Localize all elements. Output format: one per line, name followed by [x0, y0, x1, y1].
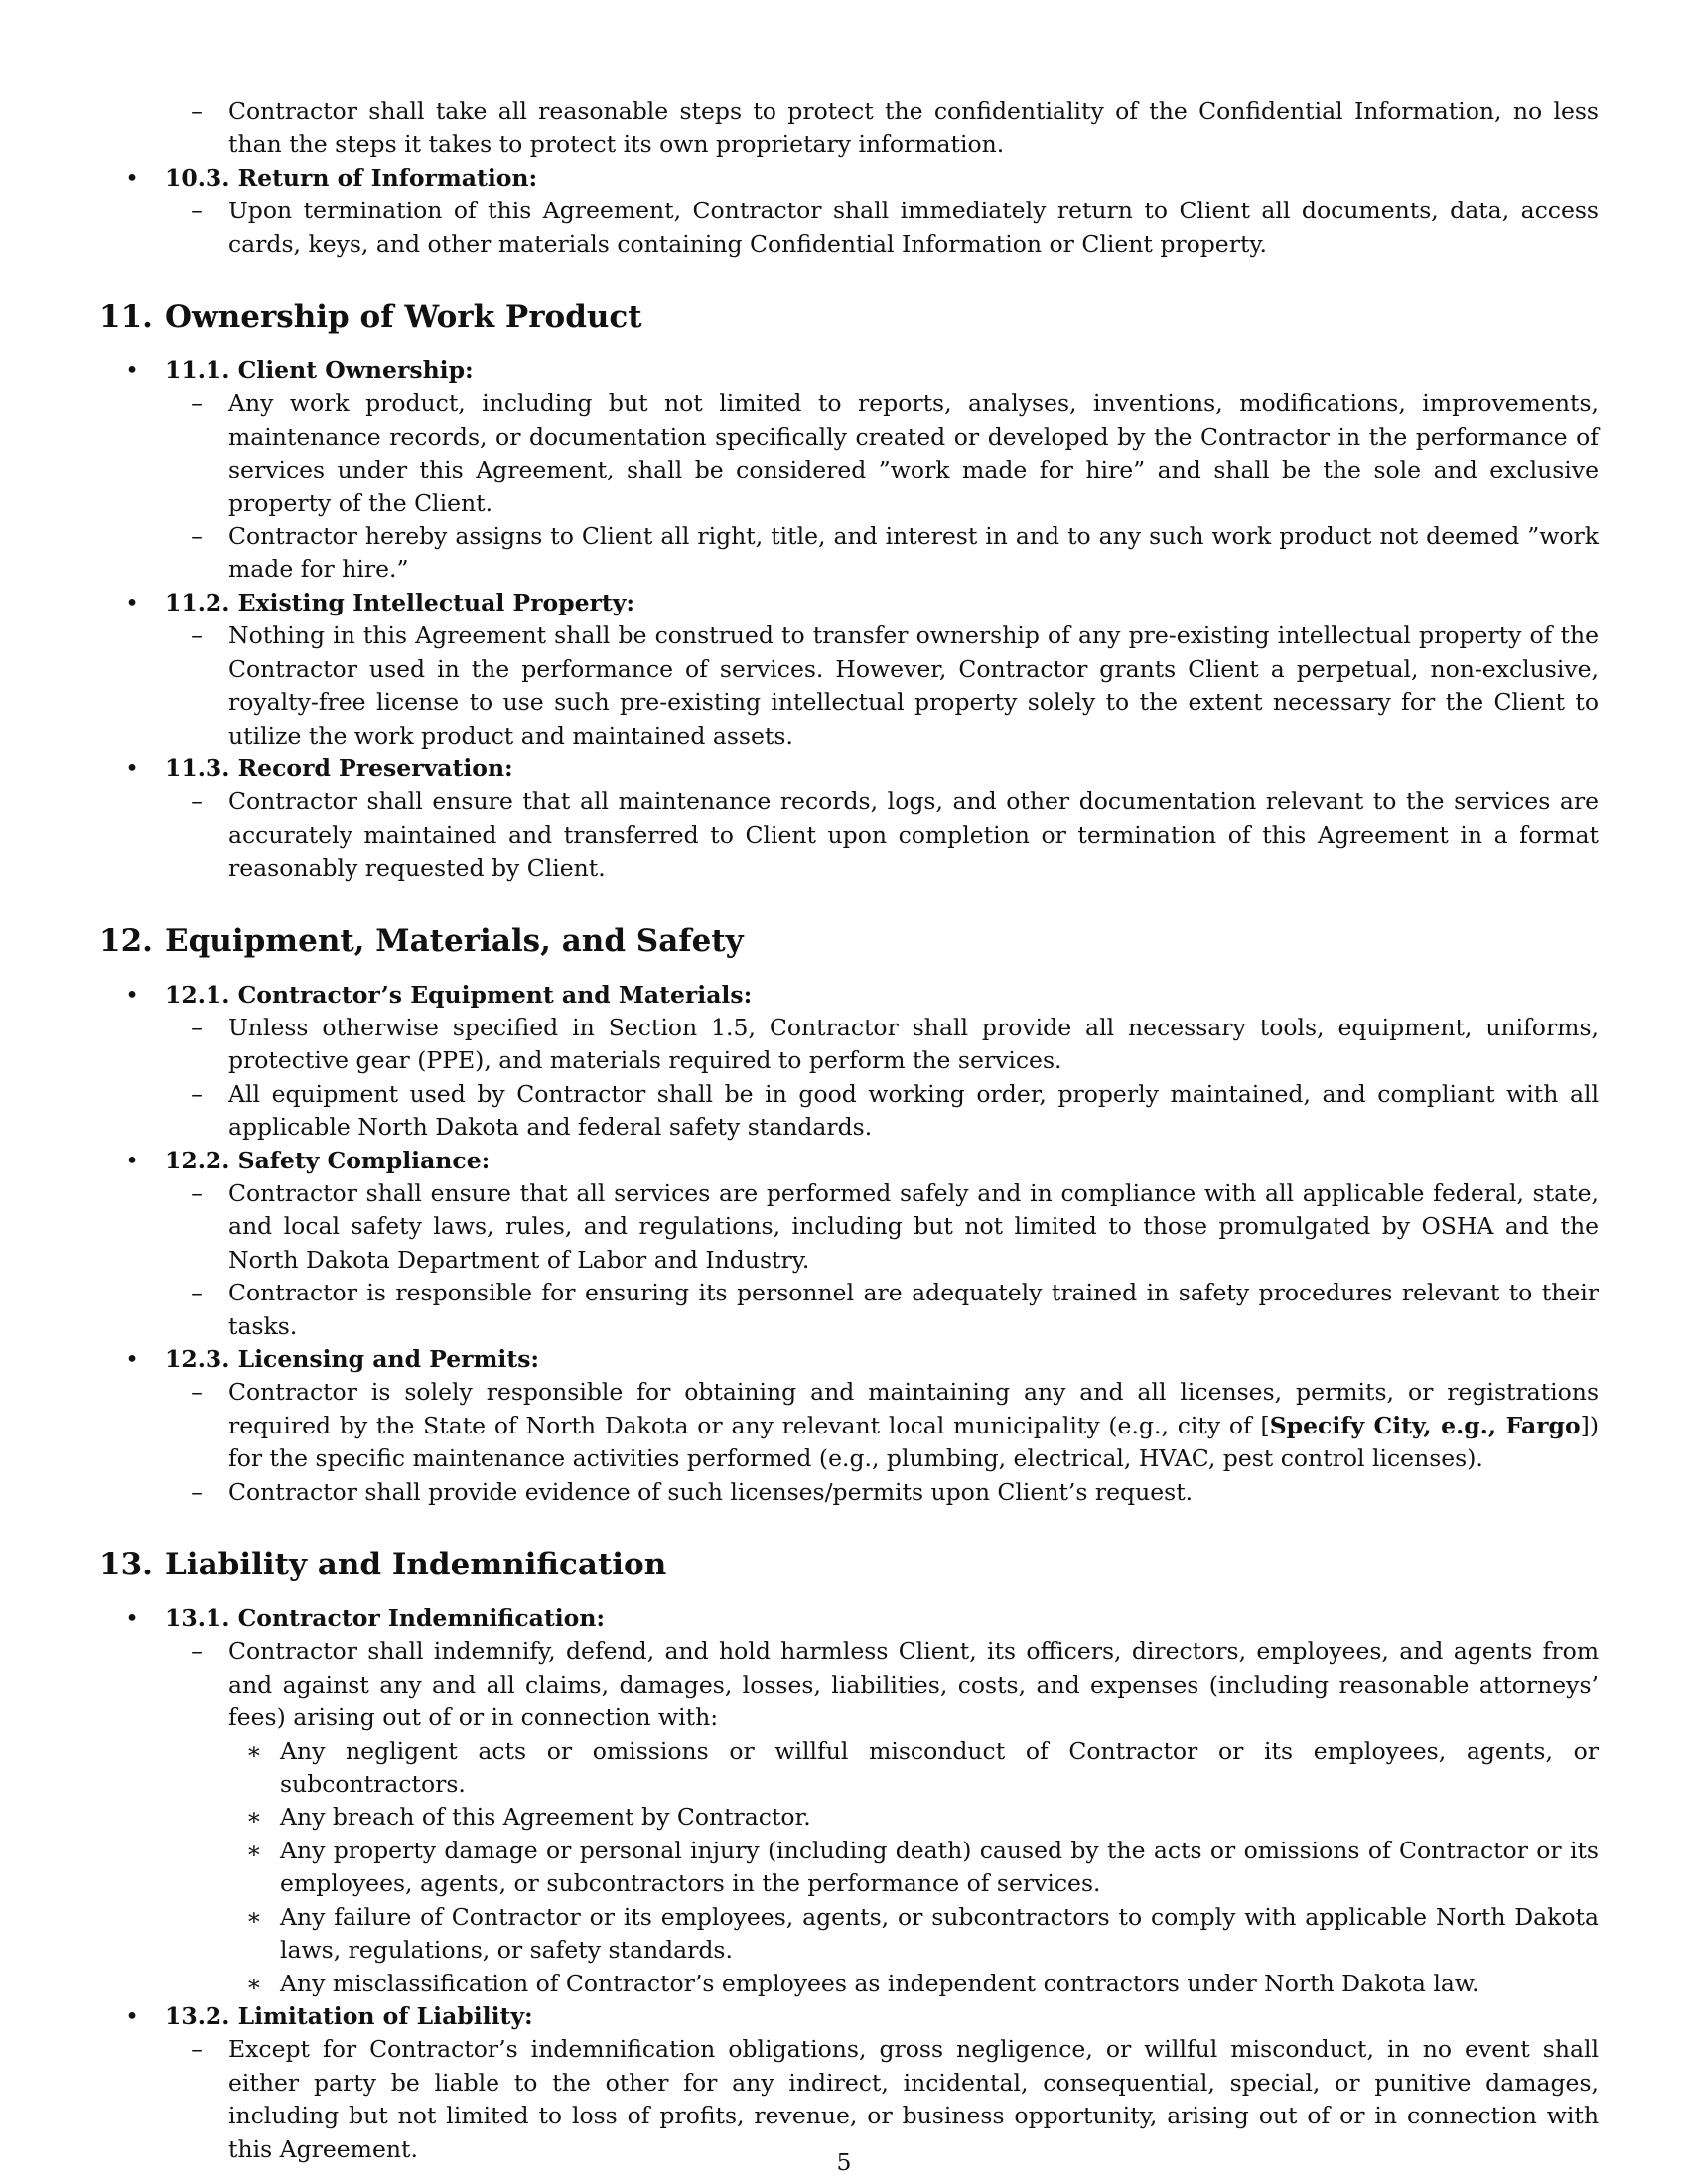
bullet: •	[125, 588, 139, 616]
subsection-11-2	[99, 587, 1599, 619]
list-item	[99, 1078, 1599, 1145]
dash-bullet: –	[191, 1637, 203, 1666]
asterisk-bullet: ∗	[246, 1803, 262, 1832]
list-item	[99, 1177, 1599, 1277]
list-item	[99, 1277, 1599, 1343]
list-item	[99, 1376, 1599, 1475]
list-item-text: Contractor shall take all reasonable steps to protect the confidentiality of the Confidential Information, no less than the steps it takes to protect its own proprietary information.	[228, 97, 1599, 159]
list-item-text: Except for Contractor’s indemnification obligations, gross negligence, or willful misconduct, in no event shall either party be liable to the other for any indirect, incidental, consequential, special, or punitive damages, including but not limited to loss of profits, revenue, or business opportunity, arising out of or in connection with this Agreement.	[228, 2035, 1599, 2163]
subsection-title: 12.1. Contractor’s Equipment and Materials:	[165, 980, 753, 1009]
section-title: Ownership of Work Product	[165, 299, 642, 336]
list-item	[99, 1635, 1599, 1734]
placeholder-city: Specify City, e.g., Fargo	[1269, 1411, 1581, 1439]
list-item	[99, 785, 1599, 885]
asterisk-bullet: ∗	[246, 1902, 262, 1931]
subsection-title: 11.1. Client Ownership:	[165, 356, 474, 385]
list-item	[99, 387, 1599, 520]
dash-bullet: –	[191, 1279, 203, 1307]
subsection-10-3	[99, 162, 1599, 195]
list-item-text: Any negligent acts or omissions or willful misconduct of Contractor or its employees, agents, or subcontractors.	[280, 1736, 1599, 1799]
list-item-text: Upon termination of this Agreement, Contractor shall immediately return to Client all documents, data, access cards, keys, and other materials containing Confidential Information or Client property.	[228, 197, 1599, 258]
dash-bullet: –	[191, 522, 203, 551]
dash-bullet: –	[191, 389, 203, 418]
bullet: •	[125, 356, 139, 385]
subsection-11-1	[99, 354, 1599, 387]
list-item-text: Contractor shall ensure that all services are performed safely and in compliance with all applicable federal, state, and local safety laws, rules, and regulations, including but not limited to those promulgated by OSHA and the North Dakota Department of Labor and Industry.	[228, 1178, 1599, 1274]
list-item	[99, 520, 1599, 587]
dash-bullet: –	[191, 197, 203, 225]
text-segment: Contractor is solely responsible for obtaining and maintaining any and all licenses, permits, or registrations required by the State of North Dakota or any relevant local municipality (e.g., city of [	[228, 1378, 1599, 1439]
list-item	[99, 619, 1599, 752]
document-page	[99, 95, 1599, 2166]
subsection-title: 10.3. Return of Information:	[165, 163, 538, 192]
bullet: •	[125, 753, 139, 782]
list-item	[99, 95, 1599, 162]
section-heading-11	[99, 297, 1599, 337]
dash-bullet: –	[191, 1178, 203, 1207]
section-number: 11.	[99, 299, 153, 336]
list-item-text: Nothing in this Agreement shall be construed to transfer ownership of any pre-existing intellectual property of the Contractor used in the performance of services. However, Contractor grants Client a perpetual, non-exclusive, royalty-free license to use such pre-existing intellectual property solely to the extent necessary for the Client to utilize the work product and maintained assets.	[228, 621, 1599, 750]
dash-bullet: –	[191, 621, 203, 650]
section-heading-13	[99, 1545, 1599, 1584]
subsection-13-2	[99, 2000, 1599, 2033]
bullet: •	[125, 163, 139, 192]
list-item-text: Contractor shall ensure that all maintenance records, logs, and other documentation relevant to the services are accurately maintained and transferred to Client upon completion or termination of this Agreement in a format reasonably requested by Client.	[228, 787, 1599, 883]
dash-bullet: –	[191, 1378, 203, 1407]
bullet: •	[125, 980, 139, 1009]
list-item-text: Any misclassification of Contractor’s employees as independent contractors under North Dakota law.	[280, 1969, 1479, 1997]
list-item-text: Any work product, including but not limited to reports, analyses, inventions, modifications, improvements, maintenance records, or documentation specifically created or developed by the Contractor in the performance of services under this Agreement, shall be considered ”work made for hire” and shall be the sole and exclusive property of the Client.	[228, 389, 1599, 517]
bullet: •	[125, 1345, 139, 1373]
subsection-12-2	[99, 1145, 1599, 1177]
section-number: 13.	[99, 1547, 153, 1583]
subsection-title: 11.2. Existing Intellectual Property:	[165, 588, 635, 616]
list-item-text: Contractor hereby assigns to Client all right, title, and interest in and to any such work product not deemed ”work made for hire.”	[228, 522, 1599, 584]
asterisk-bullet: ∗	[246, 1736, 262, 1765]
bullet: •	[125, 1146, 139, 1174]
section-number: 12.	[99, 922, 153, 959]
section-heading-12	[99, 921, 1599, 961]
list-item	[99, 1012, 1599, 1078]
section-title: Equipment, Materials, and Safety	[165, 922, 744, 959]
bullet: •	[125, 2001, 139, 2030]
subsection-title: 13.1. Contractor Indemnification:	[165, 1604, 606, 1633]
list-item-text	[228, 1376, 1599, 1475]
list-item-text: Any property damage or personal injury (including death) caused by the acts or omissions of Contractor or its employees, agents, or subcontractors in the performance of services.	[280, 1836, 1599, 1898]
nested-list-item	[99, 1735, 1599, 1802]
subsection-12-1	[99, 979, 1599, 1012]
nested-list-item	[99, 1968, 1599, 2000]
list-item	[99, 2033, 1599, 2166]
subsection-title: 12.3. Licensing and Permits:	[165, 1345, 540, 1373]
asterisk-bullet: ∗	[246, 1969, 262, 1997]
list-item	[99, 195, 1599, 261]
subsection-title: 12.2. Safety Compliance:	[165, 1146, 491, 1174]
nested-list-item	[99, 1801, 1599, 1834]
dash-bullet: –	[191, 1013, 203, 1041]
text-segment: ]) for the specific maintenance activities performed (e.g., plumbing, electrical, HVAC, pest control licenses).	[228, 1411, 1599, 1473]
asterisk-bullet: ∗	[246, 1836, 262, 1864]
list-item-text: Contractor is responsible for ensuring its personnel are adequately trained in safety procedures relevant to their tasks.	[228, 1279, 1599, 1340]
subsection-13-1	[99, 1602, 1599, 1635]
dash-bullet: –	[191, 1477, 203, 1506]
list-item-text: Contractor shall provide evidence of such licenses/permits upon Client’s request.	[228, 1477, 1194, 1506]
list-item-text: Any breach of this Agreement by Contractor.	[280, 1803, 811, 1832]
dash-bullet: –	[191, 2035, 203, 2064]
list-item-text: All equipment used by Contractor shall be in good working order, properly maintained, and compliant with all applicable North Dakota and federal safety standards.	[228, 1079, 1599, 1142]
list-item	[99, 1476, 1599, 1509]
section-title: Liability and Indemnification	[165, 1547, 667, 1583]
nested-list-item	[99, 1901, 1599, 1968]
dash-bullet: –	[191, 97, 203, 125]
subsection-title: 11.3. Record Preservation:	[165, 753, 513, 782]
subsection-12-3	[99, 1343, 1599, 1376]
dash-bullet: –	[191, 787, 203, 816]
list-item-text: Contractor shall indemnify, defend, and hold harmless Client, its officers, directors, employees, and agents from and against any and all claims, damages, losses, liabilities, costs, and expenses (including reasonable attorneys’ fees) arising out of or in connection with:	[228, 1637, 1599, 1732]
subsection-11-3	[99, 752, 1599, 785]
page-number: 5	[836, 2148, 852, 2176]
bullet: •	[125, 1604, 139, 1633]
nested-list-item	[99, 1835, 1599, 1901]
list-item-text: Unless otherwise specified in Section 1.5, Contractor shall provide all necessary tools, equipment, uniforms, protective gear (PPE), and materials required to perform the services.	[228, 1013, 1599, 1075]
dash-bullet: –	[191, 1079, 203, 1108]
list-item-text: Any failure of Contractor or its employees, agents, or subcontractors to comply with applicable North Dakota laws, regulations, or safety standards.	[280, 1902, 1599, 1965]
subsection-title: 13.2. Limitation of Liability:	[165, 2001, 533, 2030]
